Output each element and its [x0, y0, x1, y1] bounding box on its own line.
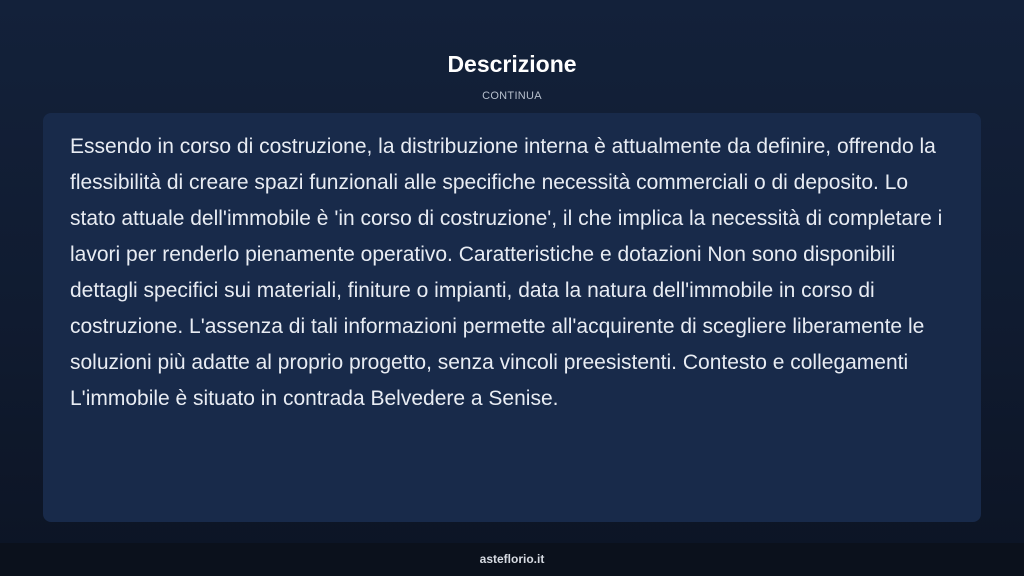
footer-bar — [0, 543, 1024, 576]
description-text: Essendo in corso di costruzione, la distribuzione interna è attualmente da definire, offrendo la flessibilità di creare spazi funzionali alle specifiche necessità commerciali o di deposito. Lo stato attuale dell'immobile è 'in corso di costruzione', il che implica la necessità di completare i lavori per renderlo pienamente operativo. Caratteristiche e dotazioni Non sono disponibili dettagli specifici sui materiali, finiture o impianti, data la natura dell'immobile in corso di costruzione. L'assenza di tali informazioni permette all'acquirente di scegliere liberamente le soluzioni più adatte al proprio progetto, senza vincoli preesistenti. Contesto e collegamenti L'immobile è situato in contrada Belvedere a Senise. — [70, 135, 943, 410]
description-card — [43, 113, 981, 522]
continua-label: CONTINUA — [482, 90, 542, 102]
page-title: Descrizione — [447, 51, 577, 77]
footer-site-label: asteflorio.it — [479, 552, 545, 566]
